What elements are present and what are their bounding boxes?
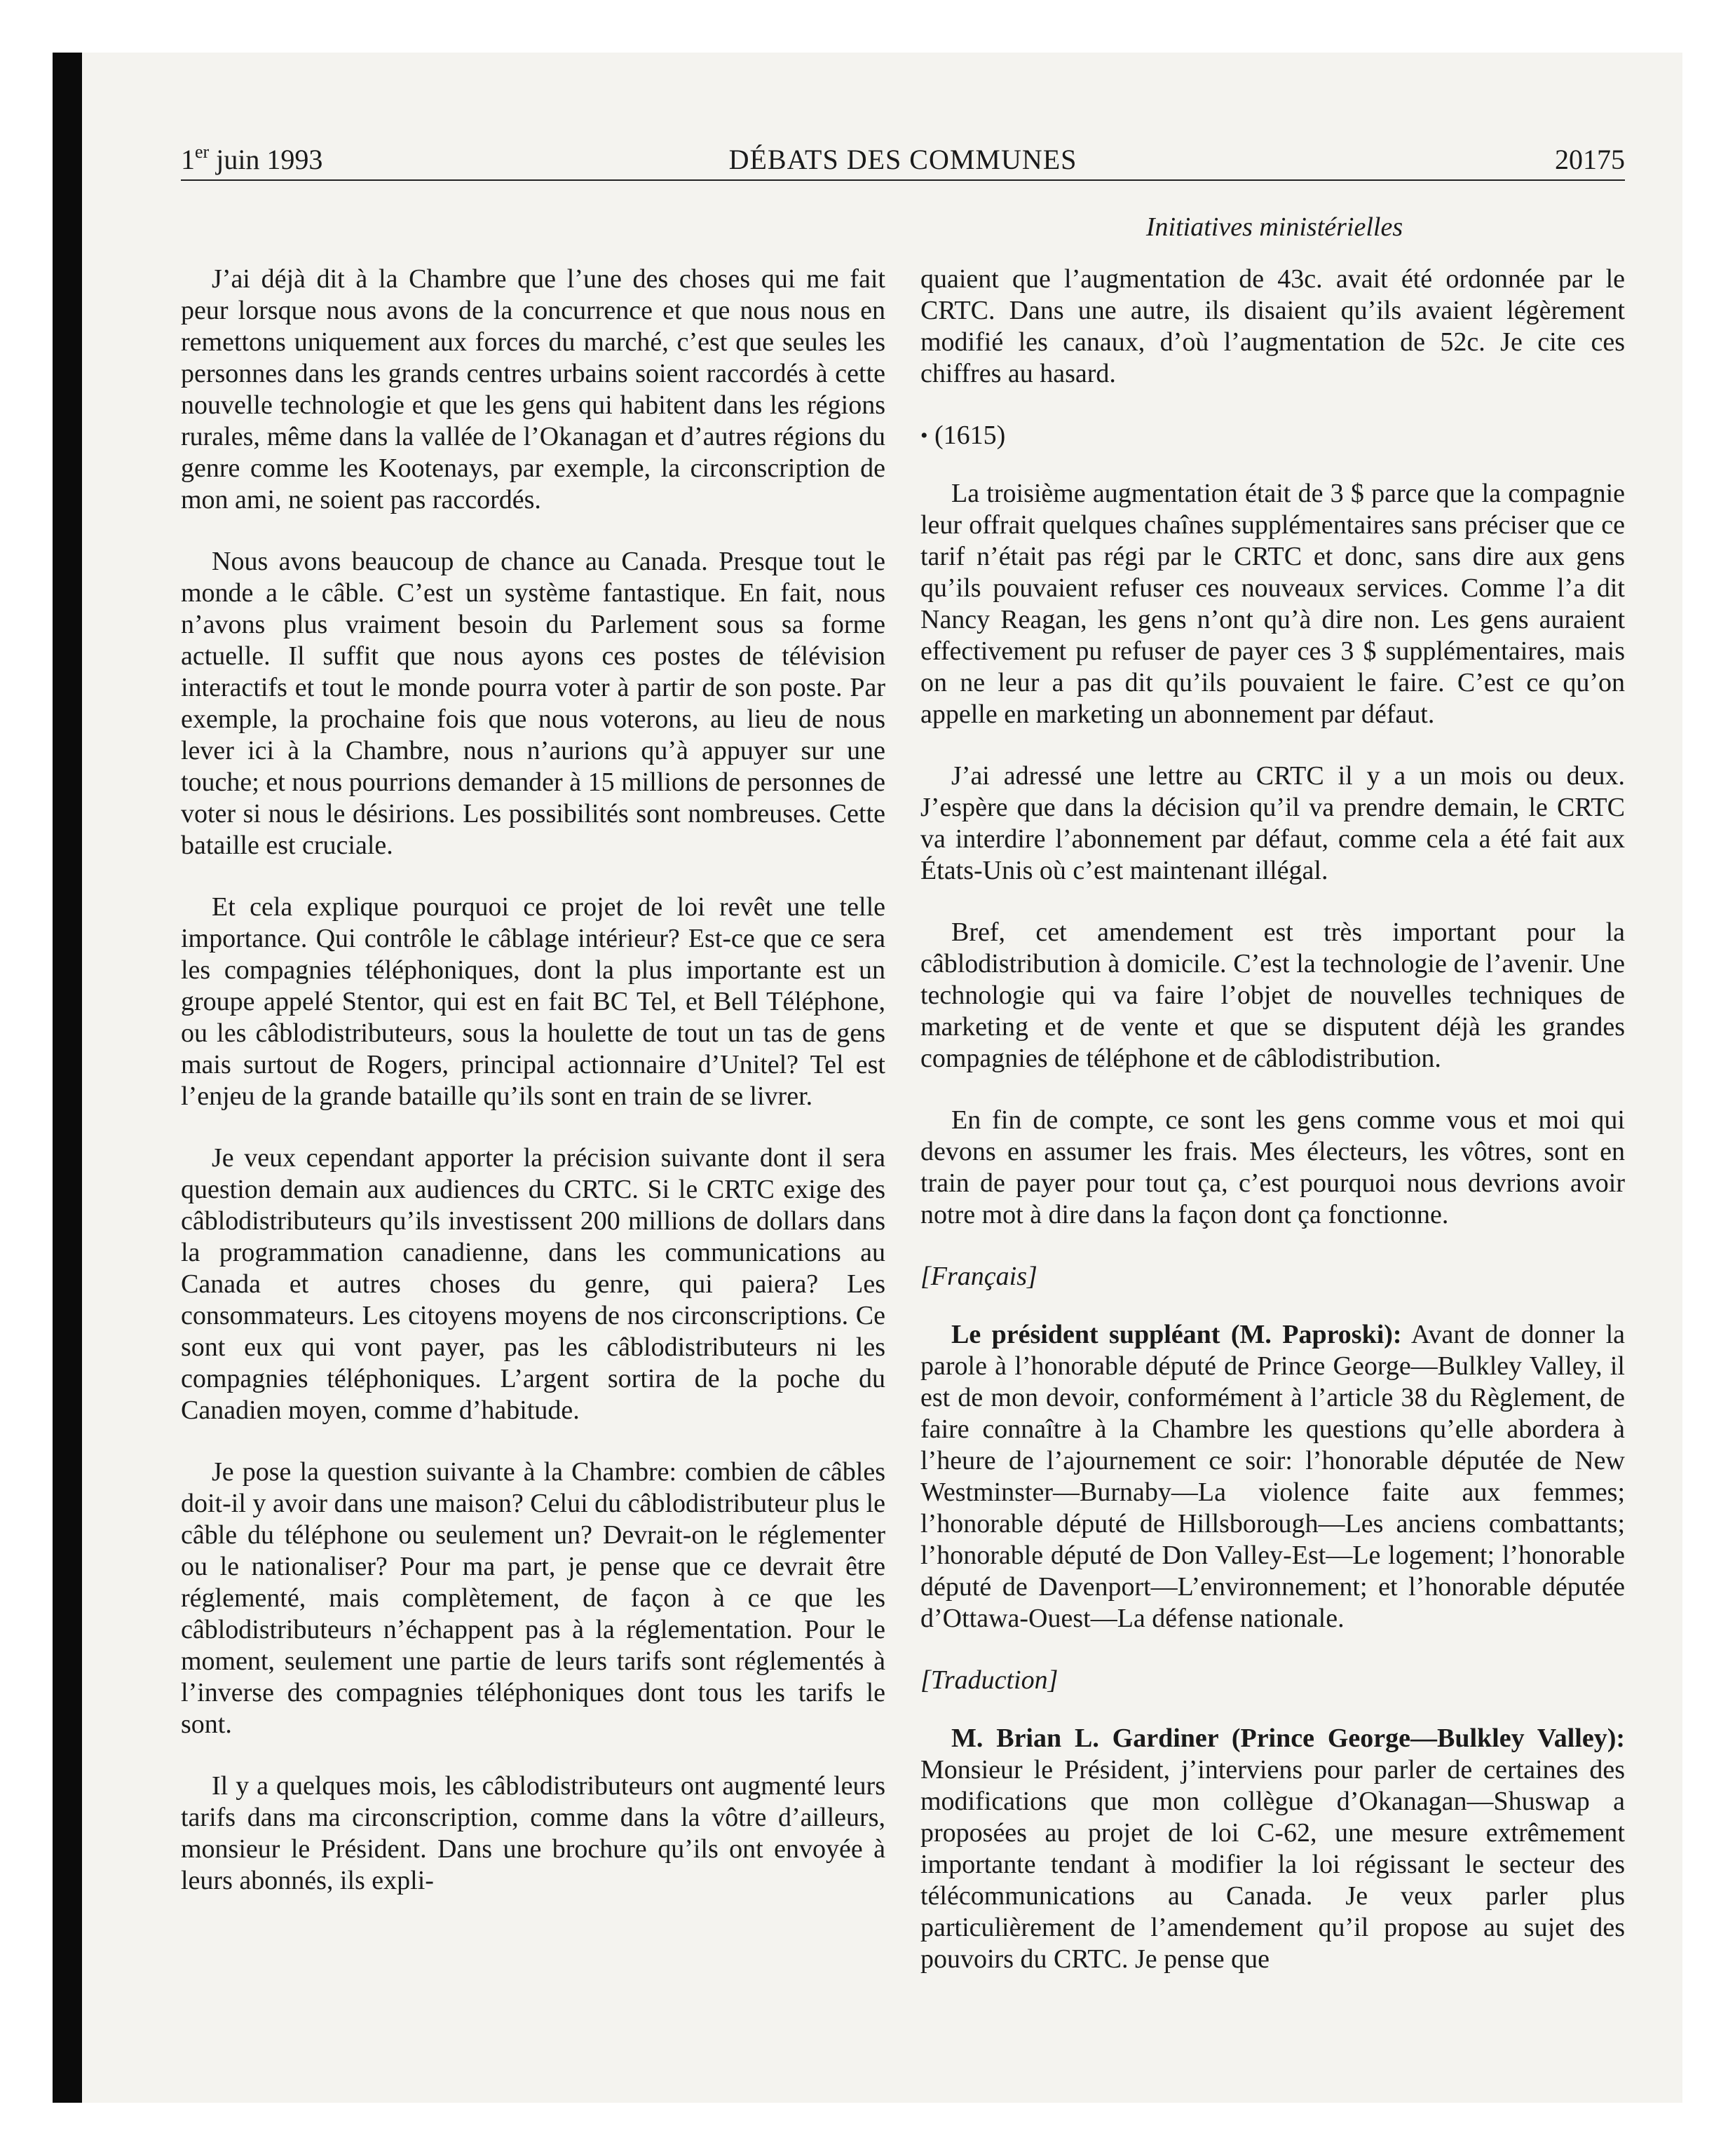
speaker-name: Le président suppléant (M. Paproski): bbox=[951, 1320, 1402, 1349]
language-tag: [Français] bbox=[920, 1262, 1037, 1291]
page-number: 20175 bbox=[1555, 144, 1625, 175]
header-rule bbox=[181, 179, 1625, 181]
binding-edge bbox=[53, 53, 82, 2103]
paragraph: En fin de compte, ce sont les gens comme vous et moi qui devons en assumer les frais. Mes électeurs, les vôtres, sont en train de payer pour tout ça, c’est pourquoi nous devrions avoir notre mot à dire dans la façon dont ça fonctionne. bbox=[920, 1105, 1625, 1229]
language-tag: [Traduction] bbox=[920, 1665, 1059, 1695]
bullet-icon: • bbox=[920, 424, 928, 447]
section-heading: Initiatives ministérielles bbox=[1145, 212, 1403, 242]
paragraph: M. Brian L. Gardiner (Prince George—Bulkley Valley): Monsieur le Président, j’interviens pour parler de certaines des modifications que mon collègue d’Okanagan—Shuswap a proposées au projet de loi C-62, une mesure extrêmement importante tendant à modifier la loi régissant le secteur des télécommunications au Canada. Je veux parler plus particulièrement de l’amendement qu’il propose au sujet des pouvoirs du CRTC. Je pense que bbox=[920, 1724, 1625, 1974]
paragraph: quaient que l’augmentation de 43c. avait été ordonnée par le CRTC. Dans une autre, ils disaient qu’ils avaient légèrement modifié les canaux, d’où l’augmentation de 52c. Je cite ces chiffres au hasard. bbox=[920, 264, 1625, 388]
paragraph: J’ai adressé une lettre au CRTC il y a un mois ou deux. J’espère que dans la décision qu’il va prendre demain, le CRTC va interdire l’abonnement par défaut, comme cela a été fait aux États-Unis où c’est maintenant illégal. bbox=[920, 761, 1625, 885]
running-header bbox=[181, 139, 1625, 181]
paragraph: Il y a quelques mois, les câblodistributeurs ont augmenté leurs tarifs dans ma circonscription, comme dans la vôtre d’ailleurs, monsieur le Président. Dans une brochure qu’ils ont envoyée à leurs abonnés, ils expli- bbox=[181, 1771, 885, 1895]
paragraph: Le président suppléant (M. Paproski): Avant de donner la parole à l’honorable député de Prince George—Bulkley Valley, il est de mon devoir, conformément à l’article 38 du Règlement, de faire connaître à la Chambre les questions qu’elle abordera à l’heure de l’ajournement ce soir: l’honorable députée de New Westminster—Burnaby—La violence faite aux femmes; l’honorable député de Hillsborough—Les anciens combattants; l’honorable député de Don Valley-Est—Le logement; l’honorable député de Davenport—L’environnement; et l’honorable députée d’Ottawa-Ouest—La défense nationale. bbox=[920, 1320, 1625, 1633]
header-date: 1er juin 1993 bbox=[181, 142, 323, 175]
paragraph: Nous avons beaucoup de chance au Canada. Presque tout le monde a le câble. C’est un système fantastique. En fait, nous n’avons plus vraiment besoin du Parlement sous sa forme actuelle. Il suffit que nous ayons ces postes de télévision interactifs et tout le monde pourra voter à partir de son poste. Par exemple, la prochaine fois que nous voterons, au lieu de nous lever ici à la Chambre, nous n’aurions qu’à appuyer sur une touche; et nous pourrions demander à 15 millions de personnes de voter si nous le désirions. Les possibilités sont nombreuses. Cette bataille est cruciale. bbox=[181, 547, 885, 860]
timestamp: • (1615) bbox=[920, 421, 1006, 450]
paragraph: Je veux cependant apporter la précision suivante dont il sera question demain aux audiences du CRTC. Si le CRTC exige des câblodistributeurs qu’ils investissent 200 millions de dollars dans la programmation canadienne, dans les communications au Canada et autres choses du genre, qui paiera? Les consommateurs. Les citoyens moyens de nos circonscriptions. Ce sont eux qui vont payer, pas les câblodistributeurs ni les compagnies téléphoniques. L’argent sortira de la poche du Canadien moyen, comme d’habitude. bbox=[181, 1143, 885, 1425]
paragraph: La troisième augmentation était de 3 $ parce que la compagnie leur offrait quelques chaînes supplémentaires sans préciser que ce tarif n’était pas régi par le CRTC et donc, sans dire aux gens qu’ils pouvaient refuser ces nouveaux services. Comme l’a dit Nancy Reagan, les gens n’ont qu’à dire non. Les gens auraient effectivement pu refuser de payer ces 3 $ supplémentaires, mais on ne leur a pas dit qu’ils pouvaient le faire. C’est ce qu’on appelle en marketing un abonnement par défaut. bbox=[920, 479, 1625, 729]
paragraph: Et cela explique pourquoi ce projet de loi revêt une telle importance. Qui contrôle le câblage intérieur? Est-ce que ce sera les compagnies téléphoniques, dont la plus importante est un groupe appelé Stentor, qui est en fait BC Tel, et Bell Téléphone, ou les câblodistributeurs, sous la houlette de tout un tas de gens mais surtout de Rogers, principal actionnaire d’Unitel? Tel est l’enjeu de la grande bataille qu’ils sont en train de se livrer. bbox=[181, 892, 885, 1111]
header-title: DÉBATS DES COMMUNES bbox=[728, 144, 1077, 175]
paragraph: Je pose la question suivante à la Chambre: combien de câbles doit-il y avoir dans une maison? Celui du câblodistributeur plus le câble du téléphone ou seulement un? Devrait-on le réglementer ou le nationaliser? Pour ma part, je pense que ce devrait être réglementé, mais complètement, de façon à ce que les câblodistributeurs n’échappent pas à la réglementation. Pour le moment, seulement une partie de leurs tarifs sont réglementés à l’inverse des compagnies téléphoniques dont tous les tarifs le sont. bbox=[181, 1457, 885, 1739]
paragraph: Bref, cet amendement est très important pour la câblodistribution à domicile. C’est la technologie de l’avenir. Une technologie qui va faire l’objet de nouvelles techniques de marketing et de vente et que se disputent déjà les grandes compagnies de téléphone et de câblodistribution. bbox=[920, 917, 1625, 1073]
right-column bbox=[920, 264, 1625, 2005]
speaker-name: M. Brian L. Gardiner (Prince George—Bulkley Valley): bbox=[951, 1724, 1625, 1753]
left-column bbox=[181, 264, 885, 1927]
paragraph: J’ai déjà dit à la Chambre que l’une des choses qui me fait peur lorsque nous avons de la concurrence et que nous nous en remettons uniquement aux forces du marché, c’est que seules les personnes dans les grands centres urbains soient raccordés à cette nouvelle technologie et que les gens qui habitent dans les régions rurales, même dans la vallée de l’Okanagan et d’autres régions du genre comme les Kootenays, par exemple, la circonscription de mon ami, ne soient pas raccordés. bbox=[181, 264, 885, 514]
